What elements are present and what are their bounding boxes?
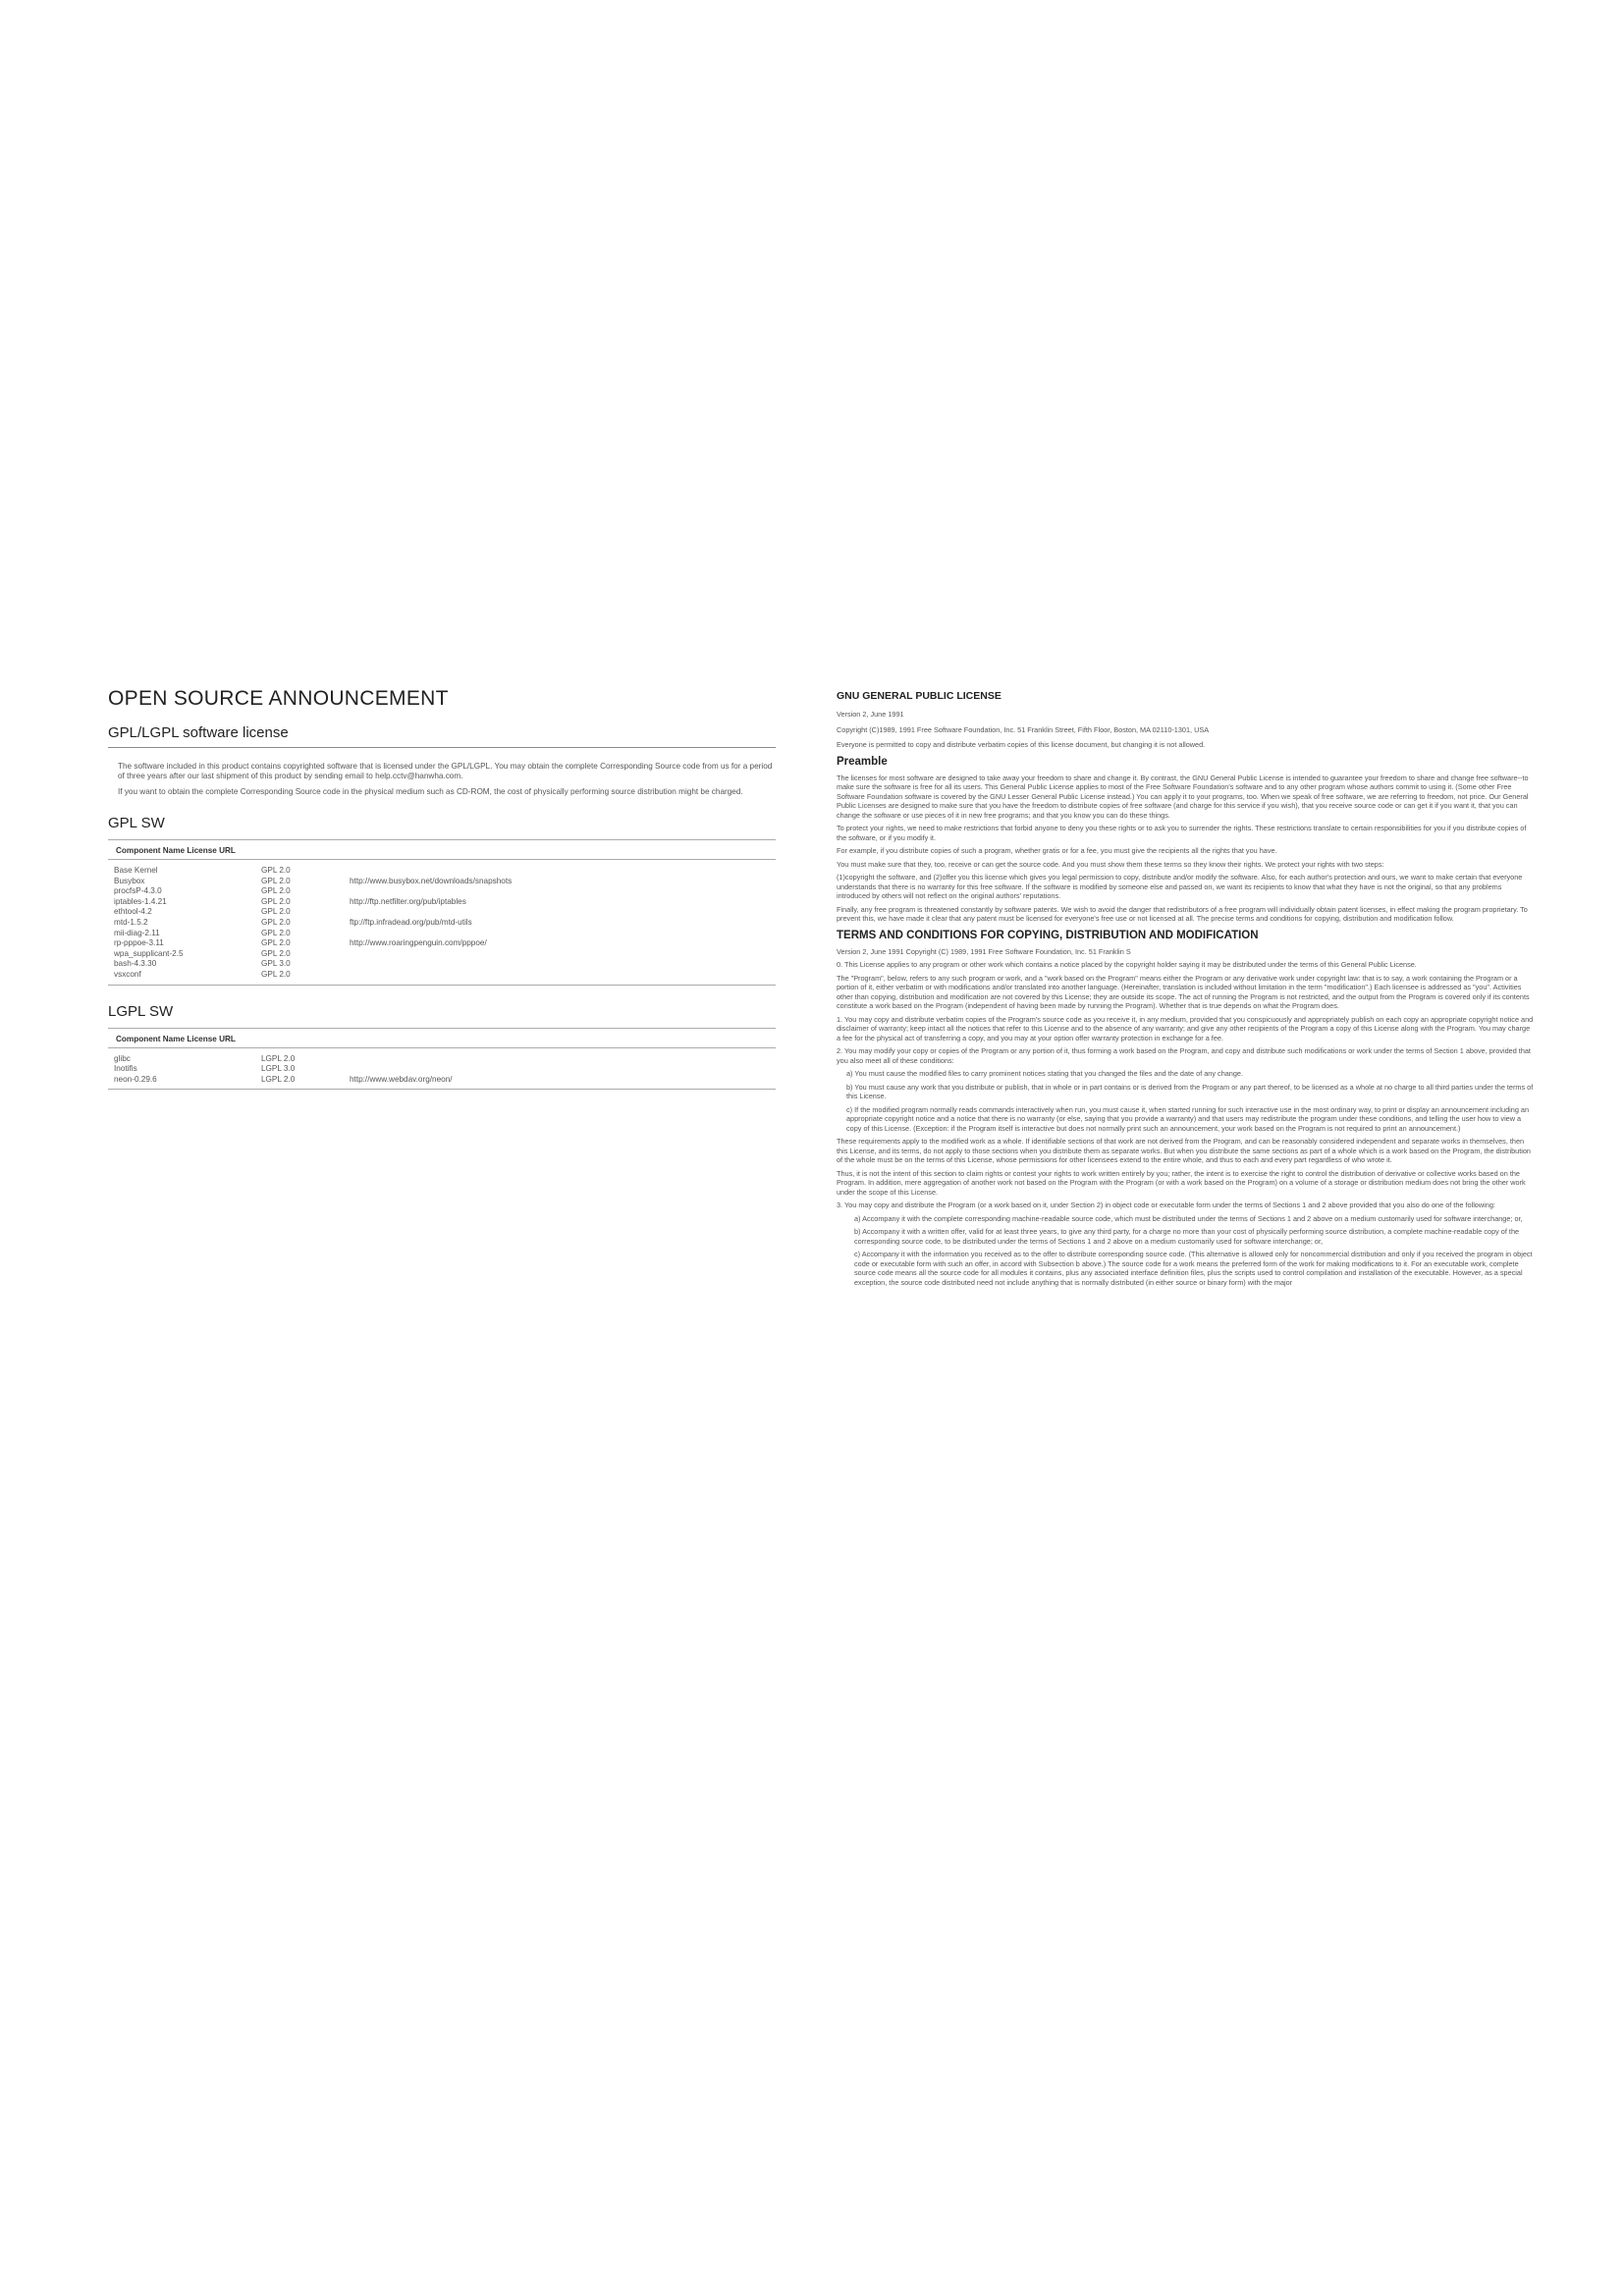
- gpl-section-heading: GPL SW: [108, 815, 165, 831]
- divider: [108, 1089, 776, 1090]
- license-version: Version 2, June 1991: [837, 710, 904, 719]
- gpl-license-title: GNU GENERAL PUBLIC LICENSE: [837, 690, 1001, 702]
- table-row: [114, 1064, 776, 1075]
- divider: [108, 859, 776, 860]
- table-row: [114, 970, 776, 981]
- component-name: mii-diag-2.11: [114, 928, 160, 937]
- license-name: GPL 2.0: [261, 896, 291, 906]
- table-row: [114, 949, 776, 960]
- component-name: Busybox: [114, 876, 145, 885]
- divider: [108, 1028, 776, 1029]
- license-name: LGPL 2.0: [261, 1074, 296, 1084]
- gpl-table: [108, 866, 776, 981]
- table-row: [114, 1054, 776, 1065]
- terms-subparagraph: b) You must cause any work that you distribute or publish, that in whole or in part contains or is derived from the Program or any part thereof, to be licensed as a whole at no charge to all third parties under the terms of this License.: [846, 1082, 1534, 1100]
- gpl-table-header: Component Name License URL: [116, 846, 236, 855]
- intro-paragraph: If you want to obtain the complete Corresponding Source code in the physical medium such as CD-ROM, the cost of physically performing source distribution might be charged.: [118, 787, 743, 796]
- license-name: GPL 3.0: [261, 959, 291, 969]
- component-name: Base Kernel: [114, 866, 158, 875]
- terms-version: Version 2, June 1991 Copyright (C) 1989, 1991 Free Software Foundation, Inc. 51 Franklin S: [837, 946, 1131, 956]
- table-row: [114, 938, 776, 949]
- preamble-paragraph: To protect your rights, we need to make restrictions that forbid anyone to deny you these rights or to ask you to surrender the rights. These restrictions translate to certain responsibilities for you if you distribute copies of the software, or if you modify it.: [837, 824, 1527, 842]
- license-url: [350, 959, 776, 970]
- preamble-paragraph: Finally, any free program is threatened constantly by software patents. We wish to avoid the danger that redistributors of a free program will individually obtain patent licenses, in effect making the program proprietary. To prevent this, we have made it clear that any patent must be licensed for everyone's free use or not licensed at all. The precise terms and conditions for copying, distribution and modification follow.: [837, 904, 1528, 923]
- terms-subparagraph: a) You must cause the modified files to carry prominent notices stating that you changed the files and the date of any change.: [846, 1069, 1244, 1078]
- preamble-paragraph: (1)copyright the software, and (2)offer you this license which gives you legal permission to copy, distribute and/or modify the software. Also, for each author's protection and ours, we want to make certain that everyone understands that there is no warranty for this free software. If the software is modified by someone else and passed on, we want its recipients to know that what they have is not the original, so that any problems introduced by others will not reflect on the original authors' reputations.: [837, 873, 1523, 900]
- license-url: http://ftp.netfilter.org/pub/iptables: [350, 896, 466, 906]
- license-url: [350, 1054, 776, 1065]
- intro-paragraph: The software included in this product contains copyrighted software that is licensed under the GPL/LGPL. You may obtain the complete Corresponding Source code from us for a period of three years after our last shipment of this product by sending email to help.cctv@hanwha.com.: [118, 762, 773, 780]
- terms-subparagraph: c) If the modified program normally reads commands interactively when run, you must cause it, when started running for such interactive use in the most ordinary way, to print or display an announcement including an appropriate copyright notice and a notice that there is no warranty (or else, saying that you provide a warranty) and that users may redistribute the program under these conditions, and telling the user how to view a copy of this License. (Exception: if the Program itself is interactive but does not normally print such an announcement, your work based on the Program is not required to print an announcement.): [846, 1104, 1530, 1133]
- component-name: bash-4.3.30: [114, 959, 157, 969]
- terms-paragraph: The "Program", below, refers to any such program or work, and a "work based on the Program" means either the Program or any derivative work under copyright law: that is to say, a work containing the Program or a portion of it, either verbatim or with modifications and/or translated into another language. (Hereinafter, translation is included without limitation in the term "modification".) Each licensee is addressed as "you". Activities other than copying, distribution and modification are not covered by this License; they are outside its scope. The act of running the Program is not restricted, and the output from the Program is covered only if its contents constitute a work based on the Program (independent of having been made by running the Program). Whether that is true depends on what the Program does.: [837, 973, 1530, 1010]
- divider: [108, 839, 776, 840]
- lgpl-table-header: Component Name License URL: [116, 1034, 236, 1043]
- license-name: GPL 2.0: [261, 938, 291, 948]
- preamble-paragraph: The licenses for most software are designed to take away your freedom to share and change it. By contrast, the GNU General Public License is intended to guarantee your freedom to share and change free software--to make sure the software is free for all its users. This General Public License applies to most of the Free Software Foundation's software and to any other program whose authors commit to using it. (Some other Free Software Foundation software is covered by the GNU Lesser General Public License instead.) You can apply it to your programs, too. When we speak of free software, we are referring to freedom, not price. Our General Public Licenses are designed to make sure that you have the freedom to distribute copies of free software (and charge for this service if you wish), that you receive source code or can get it if you want it, that you can change the software or use pieces of it in new free programs; and that you know you can do these things.: [837, 773, 1529, 820]
- table-row: [114, 959, 776, 970]
- license-name: GPL 2.0: [261, 907, 291, 917]
- divider: [108, 985, 776, 986]
- table-row: [114, 877, 776, 887]
- license-name: GPL 2.0: [261, 928, 291, 937]
- lgpl-table: [108, 1054, 776, 1086]
- terms-paragraph: 0. This License applies to any program or other work which contains a notice placed by the copyright holder saying it may be distributed under the terms of this General Public License.: [837, 960, 1417, 969]
- left-column: [108, 687, 776, 1095]
- terms-subparagraph: a) Accompany it with the complete corresponding machine-readable source code, which must be distributed under the terms of Sections 1 and 2 above on a medium customarily used for software interchange; or,: [854, 1213, 1523, 1223]
- license-name: GPL 2.0: [261, 876, 291, 885]
- license-url: http://www.roaringpenguin.com/pppoe/: [350, 938, 487, 948]
- terms-paragraph: 1. You may copy and distribute verbatim copies of the Program's source code as you receive it, in any medium, provided that you conspicuously and appropriately publish on each copy an appropriate copyright notice and disclaimer of warranty; keep intact all the notices that refer to this License and to the absence of any warranty; and give any other recipients of the Program a copy of this License along with the Program. You may charge a fee for the physical act of transferring a copy, and you may at your option offer warranty protection in exchange for a fee.: [837, 1014, 1534, 1042]
- component-name: vsxconf: [114, 969, 141, 979]
- license-name: LGPL 2.0: [261, 1053, 296, 1063]
- license-copyright: Copyright (C)1989, 1991 Free Software Foundation, Inc. 51 Franklin Street, Fifth Floor, Boston, MA 02110-1301, USA: [837, 724, 1210, 734]
- divider: [108, 747, 776, 748]
- component-name: mtd-1.5.2: [114, 917, 148, 927]
- license-subtitle: GPL/LGPL software license: [108, 724, 289, 741]
- component-name: rp-pppoe-3.11: [114, 938, 164, 948]
- terms-subparagraph: b) Accompany it with a written offer, valid for at least three years, to give any third party, for a charge no more than your cost of physically performing source distribution, a complete machine-readable copy of the corresponding source code, to be distributed under the terms of Sections 1 and 2 above on a medium customarily used for software interchange; or,: [854, 1227, 1520, 1246]
- terms-subparagraph: c) Accompany it with the information you received as to the offer to distribute corresponding source code. (This alternative is allowed only for noncommercial distribution and only if you received the program in object code or executable form with such an offer, in accord with Subsection b above.) The source code for a work means the preferred form of the work for making modifications to it. For an executable work, complete source code means all the source code for all modules it contains, plus any associated interface definition files, plus the scripts used to control compilation and installation of the executable. However, as a special exception, the source code distributed need not include anything that is normally distributed (in either source or binary form) with the major: [854, 1250, 1533, 1287]
- license-name: GPL 2.0: [261, 886, 291, 896]
- component-name: neon-0.29.6: [114, 1074, 157, 1084]
- component-name: wpa_supplicant-2.5: [114, 948, 184, 958]
- component-name: procfsP-4.3.0: [114, 886, 162, 896]
- license-name: LGPL 3.0: [261, 1064, 296, 1074]
- table-row: [114, 886, 776, 897]
- component-name: iptables-1.4.21: [114, 896, 167, 906]
- license-url: http://www.busybox.net/downloads/snapshots: [350, 876, 513, 885]
- license-url: [350, 1064, 776, 1075]
- terms-paragraph: Thus, it is not the intent of this section to claim rights or contest your rights to work written entirely by you; rather, the intent is to exercise the right to control the distribution of derivative or collective works based on the Program. In addition, mere aggregation of another work not based on the Program with the Program (or with a work based on the Program) on a volume of a storage or distribution medium does not bring the other work under the scope of this License.: [837, 1168, 1526, 1197]
- license-url: [350, 886, 776, 897]
- terms-paragraph: These requirements apply to the modified work as a whole. If identifiable sections of that work are not derived from the Program, and can be reasonably considered independent and separate works in themselves, then this License, and its terms, do not apply to those sections when you distribute them as separate works. But when you distribute the same sections as part of a whole which is a work based on the Program, the distribution of the whole must be on the terms of this License, whose permissions for other licensees extend to the entire whole, and thus to each and every part regardless of who wrote it.: [837, 1137, 1531, 1164]
- component-name: ethtool-4.2: [114, 907, 152, 917]
- license-name: GPL 2.0: [261, 866, 291, 875]
- license-url: [350, 970, 776, 981]
- component-name: glibc: [114, 1053, 131, 1063]
- divider: [108, 1047, 776, 1048]
- preamble-heading: Preamble: [837, 755, 888, 768]
- license-name: GPL 2.0: [261, 948, 291, 958]
- terms-paragraph: 2. You may modify your copy or copies of the Program or any portion of it, thus forming a work based on the Program, and copy and distribute such modifications or work under the terms of Section 1 above, provided that you also meet all of these conditions:: [837, 1046, 1531, 1065]
- license-name: GPL 2.0: [261, 917, 291, 927]
- preamble-paragraph: You must make sure that they, too, receive or can get the source code. And you must show them these terms so they know their rights. We protect your rights with two steps:: [837, 859, 1384, 869]
- table-row: [114, 918, 776, 929]
- license-url: [350, 949, 776, 960]
- license-url: ftp://ftp.infradead.org/pub/mtd-utils: [350, 917, 472, 927]
- terms-heading: TERMS AND CONDITIONS FOR COPYING, DISTRIBUTION AND MODIFICATION: [837, 929, 1259, 941]
- license-url: [350, 866, 776, 877]
- license-url: http://www.webdav.org/neon/: [350, 1074, 453, 1084]
- license-permission: Everyone is permitted to copy and distribute verbatim copies of this license document, but changing it is not allowed.: [837, 740, 1206, 749]
- table-row: [114, 929, 776, 939]
- right-column: [837, 690, 1536, 1291]
- component-name: Inotifis: [114, 1064, 137, 1074]
- terms-paragraph: 3. You may copy and distribute the Program (or a work based on it, under Section 2) in object code or executable form under the terms of Sections 1 and 2 above provided that you also do one of the following:: [837, 1201, 1495, 1209]
- license-url: [350, 929, 776, 939]
- table-row: [114, 866, 776, 877]
- announcement-title: OPEN SOURCE ANNOUNCEMENT: [108, 687, 449, 710]
- license-name: GPL 2.0: [261, 969, 291, 979]
- table-row: [114, 1075, 776, 1086]
- license-url: [350, 907, 776, 918]
- preamble-paragraph: For example, if you distribute copies of such a program, whether gratis or for a fee, you must give the recipients all the rights that you have.: [837, 846, 1277, 855]
- table-row: [114, 897, 776, 908]
- lgpl-section-heading: LGPL SW: [108, 1002, 174, 1020]
- table-row: [114, 907, 776, 918]
